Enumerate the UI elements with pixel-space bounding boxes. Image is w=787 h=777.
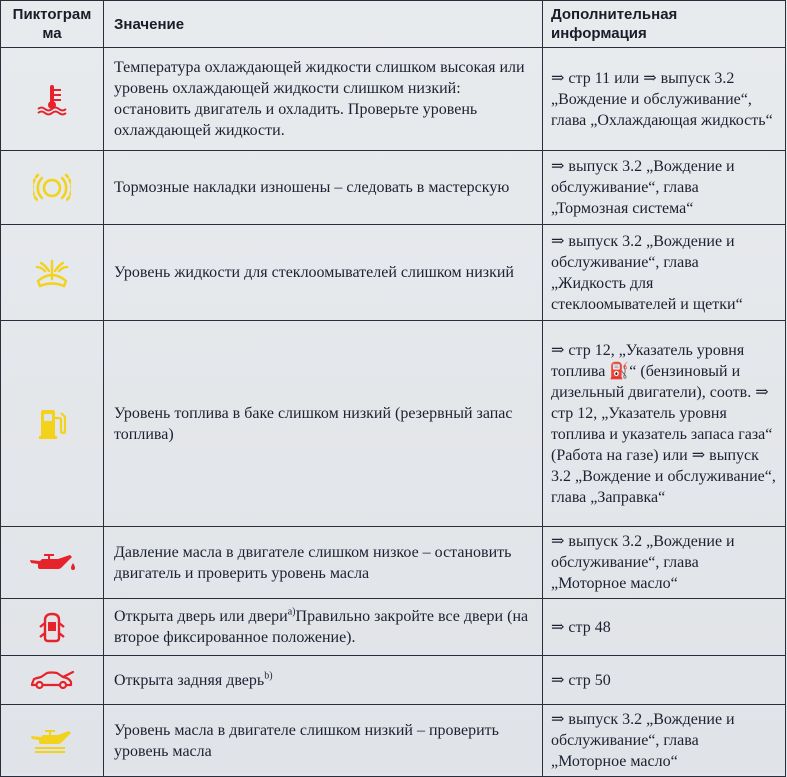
extra-info-cell: ⇒ стр 50 bbox=[543, 656, 786, 705]
icon-cell bbox=[1, 151, 104, 225]
extra-info-cell: ⇒ стр 12, „Указатель уровня топлива ⛽“ (бензиновый и дизельный двигатели), соотв. ⇒ стр 12, „Указатель уровня топлива и указатель запаса газа“ (Работа на газе) или ⇒ выпуск 3.2 „Вождение и обслуживание“, глава „Заправка“ bbox=[543, 321, 786, 527]
table-row bbox=[1, 705, 786, 777]
meaning-cell: Открыта задняя дверь$^{b)}$ bbox=[104, 656, 543, 705]
extra-info-cell: ⇒ стр 11 или ⇒ выпуск 3.2 „Вождение и обслуживание“, глава „Охлаждающая жидкость“ bbox=[543, 48, 786, 151]
icon-cell bbox=[1, 527, 104, 599]
table-row bbox=[1, 321, 786, 527]
column-header-extra-info: Дополнительная информация bbox=[543, 1, 786, 48]
extra-info-cell: ⇒ выпуск 3.2 „Вождение и обслуживание“, глава „Жидкость для стеклоомывателей и щетки“ bbox=[543, 225, 786, 321]
icon-cell bbox=[1, 321, 104, 527]
fuel-pump-icon bbox=[37, 407, 67, 441]
column-header-meaning: Значение bbox=[104, 1, 543, 48]
extra-info-cell: ⇒ выпуск 3.2 „Вождение и обслуживание“, глава „Моторное масло“ bbox=[543, 705, 786, 777]
icon-cell bbox=[1, 48, 104, 151]
meaning-cell: Тормозные накладки изношены – следовать в мастерскую bbox=[104, 151, 543, 225]
meaning-cell: Открыта дверь или двери$^{a)}$Правильно закройте все двери (на второе фиксированное положение). bbox=[104, 599, 543, 656]
footnote-marker-a: a) bbox=[287, 606, 296, 618]
table-row bbox=[1, 225, 786, 321]
meaning-cell: Уровень масла в двигателе слишком низкий – проверить уровень масла bbox=[104, 705, 543, 777]
extra-info-cell: ⇒ выпуск 3.2 „Вождение и обслуживание“, глава „Моторное масло“ bbox=[543, 527, 786, 599]
washer-fluid-icon bbox=[34, 257, 70, 289]
column-header-icon: Пиктограм ма bbox=[1, 1, 104, 48]
extra-info-cell: ⇒ стр 48 bbox=[543, 599, 786, 656]
table-row bbox=[1, 527, 786, 599]
meaning-cell: Давление масла в двигателе слишком низкое – остановить двигатель и проверить уровень масла bbox=[104, 527, 543, 599]
meaning-cell: Уровень жидкости для стеклоомывателей слишком низкий bbox=[104, 225, 543, 321]
table-row bbox=[1, 599, 786, 656]
door-open-icon bbox=[37, 611, 67, 643]
icon-cell bbox=[1, 599, 104, 656]
extra-info-cell: ⇒ выпуск 3.2 „Вождение и обслуживание“, глава „Тормозная система“ bbox=[543, 151, 786, 225]
coolant-temperature-icon bbox=[35, 82, 69, 116]
icon-cell bbox=[1, 225, 104, 321]
icon-cell bbox=[1, 656, 104, 705]
icon-cell bbox=[1, 705, 104, 777]
oil-level-icon bbox=[29, 728, 75, 754]
meaning-cell: Уровень топлива в баке слишком низкий (резервный запас топлива) bbox=[104, 321, 543, 527]
brake-pad-wear-icon bbox=[33, 172, 71, 204]
table-row bbox=[1, 48, 786, 151]
meaning-cell: Температура охлаждающей жидкости слишком высокая или уровень охлаждающей жидкости слишком низкий: остановить двигатель и охладить. Проверьте уровень охлаждающей жидкости. bbox=[104, 48, 543, 151]
table-row bbox=[1, 656, 786, 705]
rear-door-open-icon bbox=[29, 669, 75, 691]
table-header-row bbox=[1, 1, 786, 48]
footnote-marker-b: b) bbox=[264, 670, 273, 682]
table-row bbox=[1, 151, 786, 225]
oil-pressure-icon bbox=[27, 551, 77, 575]
